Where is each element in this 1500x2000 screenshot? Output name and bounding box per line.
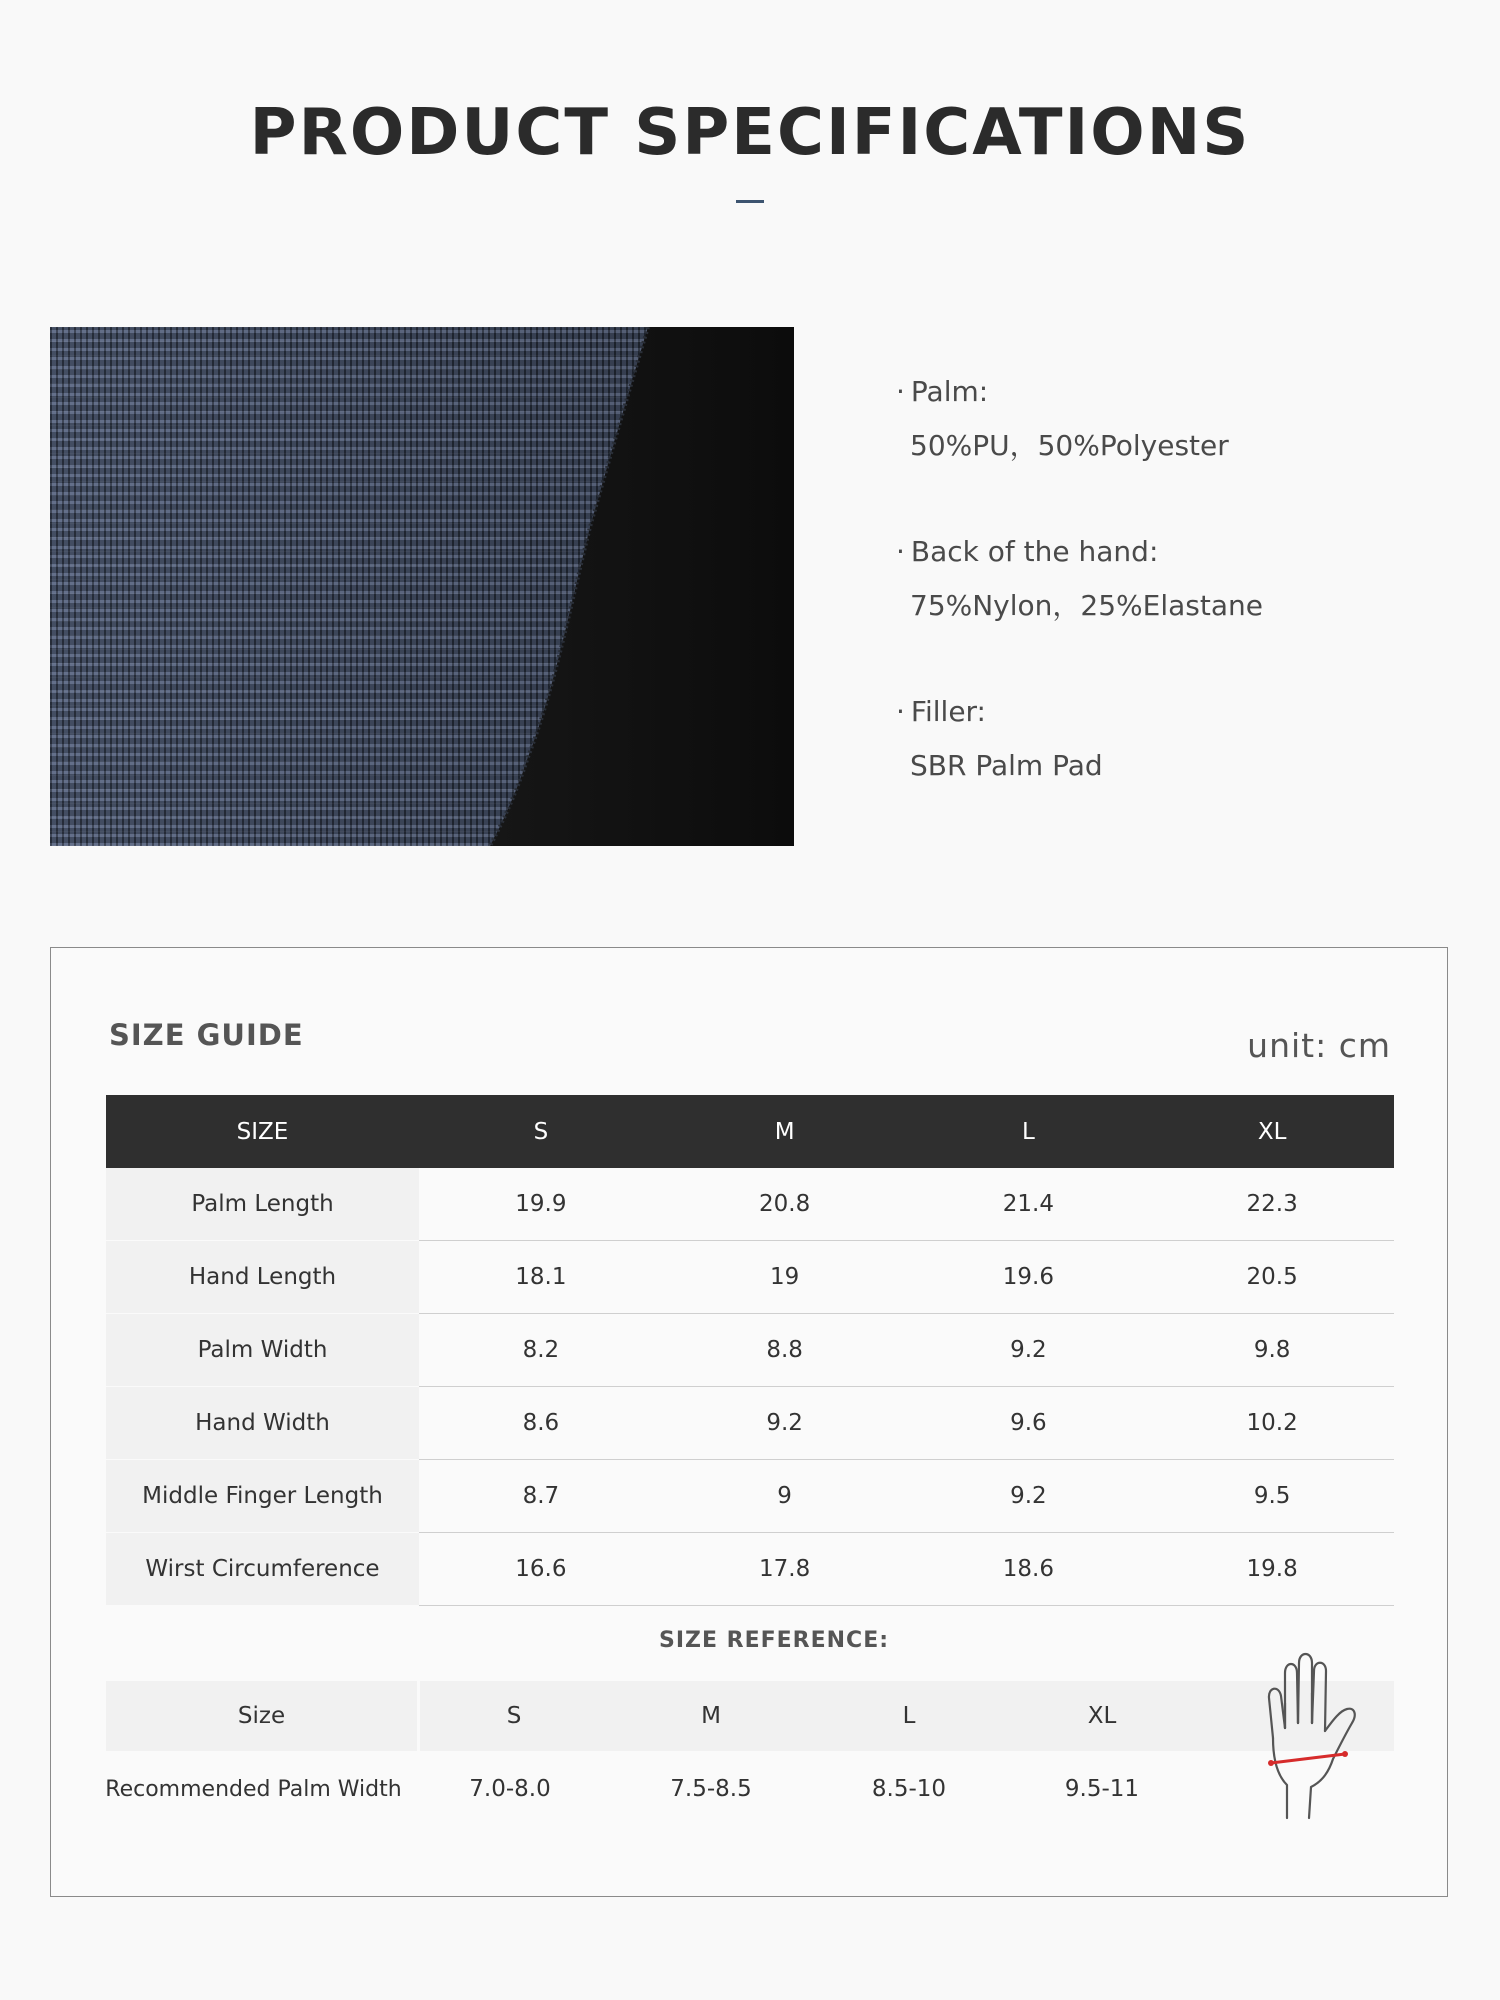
table-cell: 18.1 bbox=[419, 1241, 663, 1314]
table-row bbox=[106, 1241, 1394, 1314]
table-header-row bbox=[106, 1095, 1394, 1168]
material-filler bbox=[896, 690, 1416, 788]
table-cell: 10.2 bbox=[1150, 1387, 1394, 1460]
column-header: SIZE bbox=[106, 1095, 419, 1168]
table-row bbox=[106, 1533, 1394, 1606]
bullet-dot: · bbox=[896, 695, 905, 728]
column-header: S bbox=[419, 1095, 663, 1168]
row-label: Wirst Circumference bbox=[106, 1533, 419, 1606]
table-cell: 9.5-11 bbox=[1064, 1776, 1140, 1802]
table-cell: 7.0-8.0 bbox=[469, 1776, 551, 1802]
table-cell: S bbox=[506, 1703, 522, 1729]
row-label: Recommended Palm Width bbox=[105, 1776, 402, 1802]
materials-list bbox=[896, 370, 1416, 850]
material-back-of-hand bbox=[896, 530, 1416, 628]
bullet-dot: · bbox=[896, 375, 905, 408]
table-row bbox=[106, 1168, 1394, 1241]
table-cell: 9.2 bbox=[907, 1460, 1151, 1533]
row-label: Hand Length bbox=[106, 1241, 419, 1314]
table-cell: 8.7 bbox=[419, 1460, 663, 1533]
material-value: 50%PU，50%Polyester bbox=[910, 429, 1229, 462]
table-cell: 19 bbox=[663, 1241, 907, 1314]
table-cell: 19.6 bbox=[907, 1241, 1151, 1314]
table-cell: M bbox=[701, 1703, 721, 1729]
table-cell: 9.2 bbox=[907, 1314, 1151, 1387]
table-cell: 8.6 bbox=[419, 1387, 663, 1460]
table-cell: 18.6 bbox=[907, 1533, 1151, 1606]
size-reference-header-row bbox=[106, 1681, 1394, 1751]
table-cell: 19.8 bbox=[1150, 1533, 1394, 1606]
table-cell: 8.5-10 bbox=[871, 1776, 947, 1802]
bullet-dot: · bbox=[896, 535, 905, 568]
size-guide-unit: unit: cm bbox=[1247, 1026, 1391, 1065]
material-label: Filler: bbox=[910, 695, 986, 728]
title-underline bbox=[736, 200, 764, 203]
size-reference-value-row bbox=[106, 1754, 1394, 1824]
hand-outline-icon bbox=[1251, 1643, 1381, 1833]
row-label: Size bbox=[237, 1703, 286, 1729]
table-cell: 20.5 bbox=[1150, 1241, 1394, 1314]
row-label: Middle Finger Length bbox=[106, 1460, 419, 1533]
material-palm bbox=[896, 370, 1416, 468]
column-header: XL bbox=[1150, 1095, 1394, 1168]
size-reference-title: SIZE REFERENCE: bbox=[658, 1628, 890, 1653]
table-cell: 7.5-8.5 bbox=[670, 1776, 752, 1802]
table-cell: L bbox=[902, 1703, 916, 1729]
table-cell: 9.5 bbox=[1150, 1460, 1394, 1533]
table-cell: 8.8 bbox=[663, 1314, 907, 1387]
table-cell: XL bbox=[1087, 1703, 1117, 1729]
size-guide-panel bbox=[50, 947, 1448, 1897]
table-cell: 9.8 bbox=[1150, 1314, 1394, 1387]
material-label: Palm: bbox=[910, 375, 989, 408]
material-value: SBR Palm Pad bbox=[910, 749, 1103, 782]
table-cell: 19.9 bbox=[419, 1168, 663, 1241]
table-cell: 20.8 bbox=[663, 1168, 907, 1241]
material-label: Back of the hand: bbox=[910, 535, 1159, 568]
table-row bbox=[106, 1387, 1394, 1460]
table-row bbox=[106, 1460, 1394, 1533]
table-cell: 8.2 bbox=[419, 1314, 663, 1387]
table-row bbox=[106, 1314, 1394, 1387]
table-cell: 22.3 bbox=[1150, 1168, 1394, 1241]
material-value: 75%Nylon，25%Elastane bbox=[910, 589, 1263, 622]
table-cell: 9.2 bbox=[663, 1387, 907, 1460]
column-header: M bbox=[663, 1095, 907, 1168]
table-cell: 17.8 bbox=[663, 1533, 907, 1606]
column-header: L bbox=[907, 1095, 1151, 1168]
table-cell: 9.6 bbox=[907, 1387, 1151, 1460]
table-cell: 16.6 bbox=[419, 1533, 663, 1606]
page-title: PRODUCT SPECIFICATIONS bbox=[249, 96, 1251, 170]
fabric-closeup-image bbox=[50, 327, 794, 846]
table-cell: 21.4 bbox=[907, 1168, 1151, 1241]
table-cell: 9 bbox=[663, 1460, 907, 1533]
size-guide-title: SIZE GUIDE bbox=[109, 1018, 304, 1052]
fabric-fleece-section bbox=[50, 327, 794, 846]
row-label: Hand Width bbox=[106, 1387, 419, 1460]
row-label: Palm Length bbox=[106, 1168, 419, 1241]
row-label: Palm Width bbox=[106, 1314, 419, 1387]
size-guide-table bbox=[106, 1095, 1394, 1606]
